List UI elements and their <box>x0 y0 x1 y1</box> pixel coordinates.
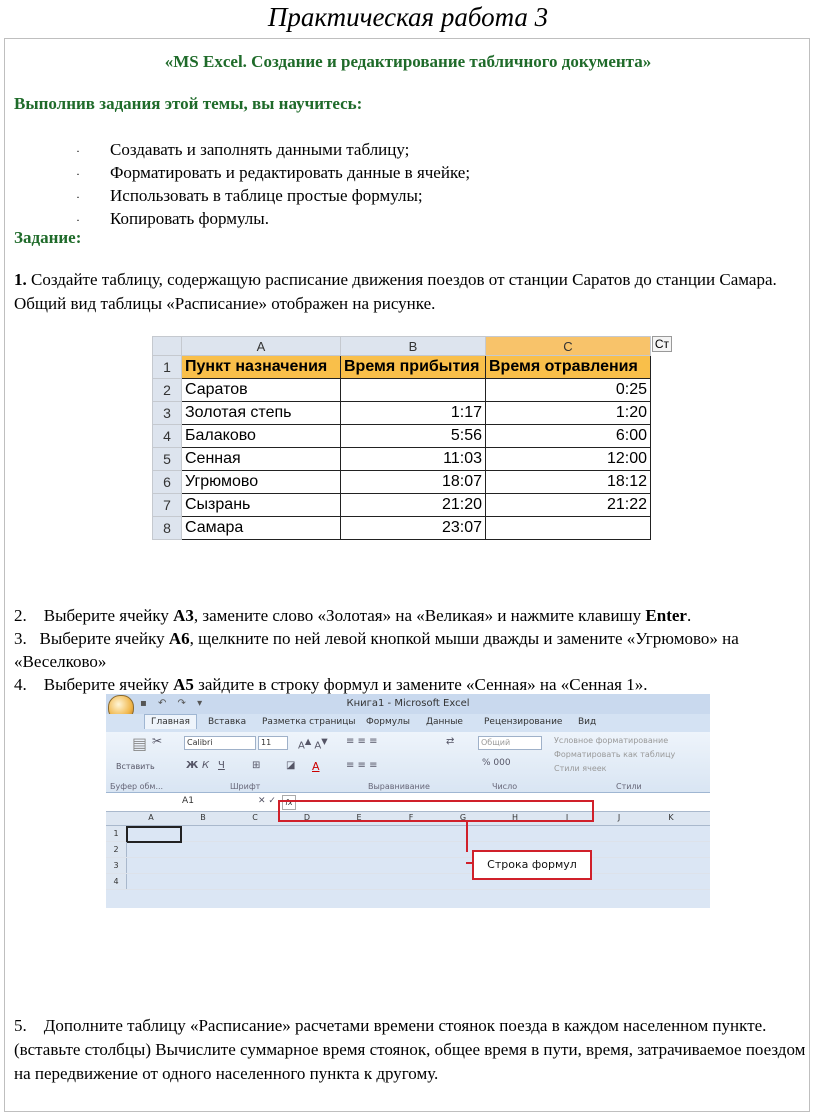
document-subtitle: «MS Excel. Создание и редактирование табличного документа» <box>164 52 652 71</box>
grid-row <box>106 842 710 858</box>
group-label-styles: Стили <box>616 782 642 791</box>
row-number: 4 <box>153 425 182 448</box>
row-number[interactable]: 3 <box>106 858 127 873</box>
tab-data[interactable]: Данные <box>426 717 463 727</box>
title-bar <box>106 694 710 714</box>
learn-heading: Выполнив задания этой темы, вы научитесь: <box>14 94 363 113</box>
header-cell: Пункт назначения <box>182 356 341 379</box>
group-label-alignment: Выравнивание <box>368 782 430 791</box>
row-number: 5 <box>153 448 182 471</box>
table-cell: 23:07 <box>341 517 486 540</box>
tab-review[interactable]: Рецензирование <box>484 717 563 727</box>
italic-button[interactable]: К <box>202 760 210 771</box>
table-cell: 0:25 <box>486 379 651 402</box>
column-header: B <box>341 337 486 356</box>
steps-2-4 <box>14 604 809 696</box>
step-3: 3. Выберите ячейку А6, щелкните по ней левой кнопкой мыши дважды и замените «Угрюмово» на «Веселково» <box>14 629 739 671</box>
step-2: 2. Выберите ячейку А3, замените слово «Золотая» на «Великая» и нажмите клавишу Enter. <box>14 606 692 625</box>
column-header[interactable]: G <box>459 813 467 822</box>
ribbon-tabs <box>106 714 710 732</box>
table-cell: 18:07 <box>341 471 486 494</box>
column-header[interactable]: E <box>356 813 362 822</box>
column-header: C <box>486 337 651 356</box>
font-size-select[interactable]: 11 <box>258 736 288 750</box>
ribbon <box>106 732 710 793</box>
group-label-number: Число <box>492 782 518 791</box>
schedule-table <box>152 336 651 540</box>
column-header[interactable]: D <box>303 813 311 822</box>
row-number: 6 <box>153 471 182 494</box>
active-cell[interactable] <box>126 826 182 843</box>
column-header[interactable]: A <box>148 813 154 822</box>
page-title: Практическая работа 3 <box>267 2 549 32</box>
cut-icon[interactable]: ✂ <box>152 734 163 748</box>
list-item: · Копировать формулы. <box>76 209 269 228</box>
percent-icon[interactable]: % 000 <box>482 758 511 768</box>
table-cell: Самара <box>182 517 341 540</box>
header-cell: Время прибытия <box>341 356 486 379</box>
task-heading: Задание: <box>14 228 82 247</box>
tab-view[interactable]: Вид <box>578 717 597 727</box>
header-cell: Время отравления <box>486 356 651 379</box>
align-left-icon[interactable]: ≡ ≡ ≡ <box>346 760 378 771</box>
window-title: Книга1 - Microsoft Excel <box>346 698 470 709</box>
table-cell: Золотая степь <box>182 402 341 425</box>
conditional-format-button[interactable]: Условное форматирование <box>554 736 669 745</box>
corner-cell <box>153 337 182 356</box>
name-box[interactable]: A1 <box>182 796 194 806</box>
tab-formulas[interactable]: Формулы <box>366 717 410 727</box>
table-cell: 21:22 <box>486 494 651 517</box>
table-cell: Сызрань <box>182 494 341 517</box>
column-header[interactable]: I <box>565 813 569 822</box>
task-1: 1. Создайте таблицу, содержащую расписание движения поездов от станции Саратов до станции Самара. Общий вид таблицы «Расписание» отображен на рисунке. <box>14 270 777 313</box>
group-label-font: Шрифт <box>230 782 261 791</box>
grid-row <box>106 858 710 874</box>
wrap-text-icon[interactable]: ⇄ <box>446 736 455 747</box>
worksheet-grid <box>106 812 710 890</box>
row-number: 8 <box>153 517 182 540</box>
table-cell <box>486 517 651 540</box>
cell-styles-button[interactable]: Стили ячеек <box>554 764 607 773</box>
table-cell: Сенная <box>182 448 341 471</box>
column-header[interactable]: J <box>617 813 621 822</box>
table-cell: 6:00 <box>486 425 651 448</box>
table-cell: 1:17 <box>341 402 486 425</box>
column-header[interactable]: C <box>252 813 258 822</box>
paste-icon: ▤ <box>132 734 148 753</box>
row-number[interactable]: 2 <box>106 842 127 857</box>
underline-button[interactable]: Ч <box>218 760 225 771</box>
grid-row <box>106 826 710 842</box>
table-cell: 21:20 <box>341 494 486 517</box>
skills-list <box>76 138 470 230</box>
tab-home[interactable]: Главная <box>144 714 197 729</box>
column-header[interactable]: H <box>511 813 518 822</box>
fill-color-icon[interactable]: ◪ <box>286 760 296 771</box>
column-header: A <box>182 337 341 356</box>
formula-bar-callout: Строка формул <box>472 850 592 880</box>
step-5: 5. Дополните таблицу «Расписание» расчетами времени стоянок поезда в каждом населенном пункте. (вставьте столбцы) Вычислите суммарное время стоянок, общее время в пути, время, затрачиваемое поездом на передвижение от одного населенного пункта к другому. <box>14 1016 806 1083</box>
table-cell: Балаково <box>182 425 341 448</box>
tab-page-layout[interactable]: Разметка страницы <box>262 717 356 727</box>
list-item: · Создавать и заполнять данными таблицу; <box>76 140 410 159</box>
row-number[interactable]: 4 <box>106 874 127 889</box>
table-cell: Угрюмово <box>182 471 341 494</box>
row-number: 1 <box>153 356 182 379</box>
fx-icon[interactable]: fx <box>282 795 296 810</box>
paste-button[interactable]: Вставить <box>116 762 155 771</box>
number-format-select[interactable]: Общий <box>478 736 542 750</box>
column-header[interactable]: B <box>200 813 206 822</box>
table-cell: 1:20 <box>486 402 651 425</box>
grid-row <box>106 874 710 890</box>
table-cell: 18:12 <box>486 471 651 494</box>
group-label-clipboard: Буфер обм... <box>110 782 164 791</box>
table-cell: Саратов <box>182 379 341 402</box>
font-name-select[interactable]: Calibri <box>184 736 256 750</box>
list-item: · Использовать в таблице простые формулы; <box>76 186 423 205</box>
row-number: 3 <box>153 402 182 425</box>
format-as-table-button[interactable]: Форматировать как таблицу <box>554 750 676 759</box>
align-top-icon[interactable]: ≡ ≡ ≡ <box>346 736 378 747</box>
column-header[interactable]: K <box>668 813 674 822</box>
callout-connector <box>466 822 468 852</box>
bold-button[interactable]: Ж <box>186 760 199 771</box>
grow-font-icon[interactable]: A▲ A▼ <box>298 736 328 752</box>
borders-icon[interactable]: ⊞ <box>252 760 261 771</box>
formula-bar-highlight <box>278 800 594 822</box>
quick-access-toolbar[interactable]: ▪ ↶ ↷ ▾ <box>140 698 207 709</box>
row-number: 2 <box>153 379 182 402</box>
schedule-sheet-figure <box>152 336 670 552</box>
table-cell <box>341 379 486 402</box>
corner-tag: Ст <box>652 336 672 352</box>
step-4: 4. Выберите ячейку А5 зайдите в строку формул и замените «Сенная» на «Сенная 1». <box>14 675 648 694</box>
row-number: 7 <box>153 494 182 517</box>
table-cell: 11:03 <box>341 448 486 471</box>
table-cell: 5:56 <box>341 425 486 448</box>
excel-window-figure <box>106 694 710 908</box>
row-number[interactable]: 1 <box>106 826 127 841</box>
list-item: · Форматировать и редактировать данные в ячейке; <box>76 163 471 182</box>
tab-insert[interactable]: Вставка <box>208 717 247 727</box>
column-header[interactable]: F <box>408 813 414 822</box>
cancel-enter-icons[interactable]: ✕ ✓ <box>258 796 276 806</box>
table-cell: 12:00 <box>486 448 651 471</box>
font-color-icon[interactable]: A <box>312 760 320 773</box>
